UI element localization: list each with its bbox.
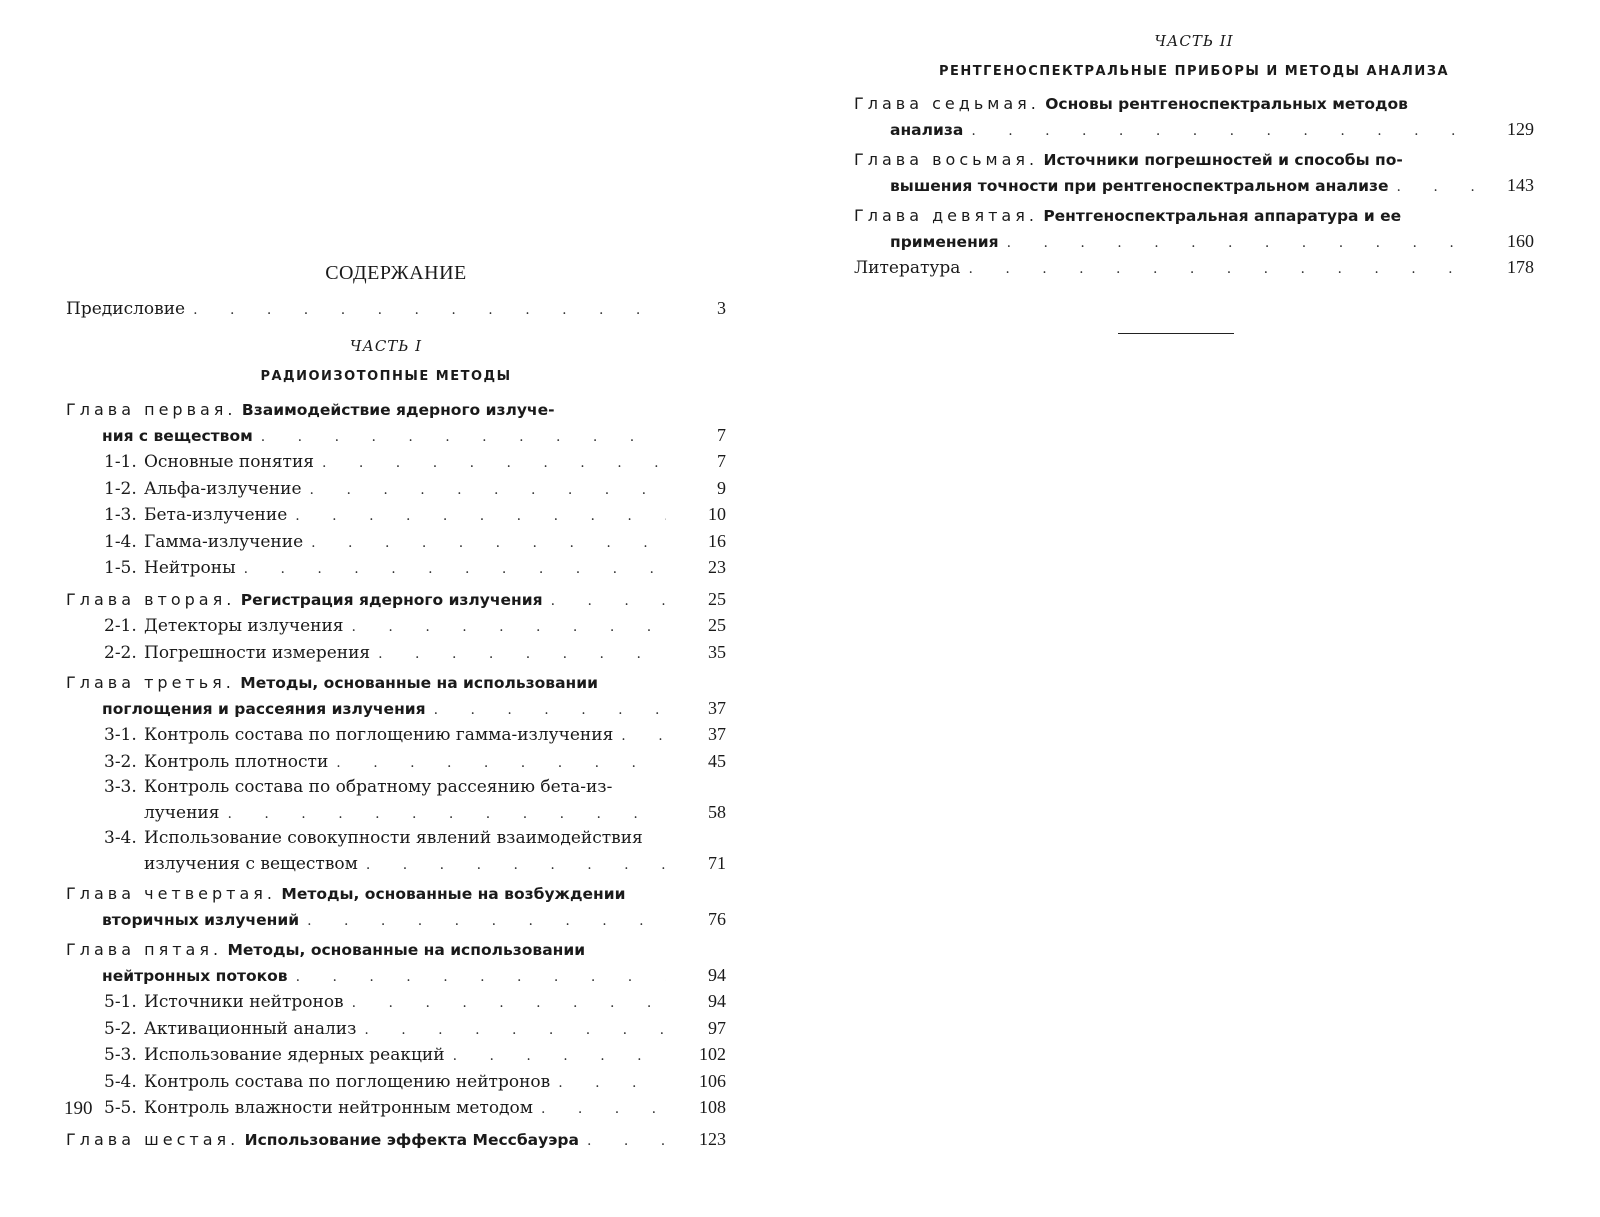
chapter-entry — [66, 671, 726, 722]
chapter-entry — [66, 1127, 726, 1154]
section-title: Детекторы излучения — [144, 616, 344, 636]
chapter-title: применения — [890, 232, 999, 251]
section-title: Источники нейтронов — [144, 992, 344, 1012]
page-number: 25 — [708, 588, 726, 609]
section-entry — [66, 555, 726, 582]
page-number: 108 — [699, 1097, 726, 1117]
chapter-label: Глава пятая. — [66, 940, 223, 959]
section-entry — [66, 826, 726, 877]
chapter-entry — [854, 148, 1534, 199]
part-label: ЧАСТЬ I — [349, 337, 423, 355]
section-number: 5-5. — [104, 1098, 137, 1118]
page-number: 71 — [708, 852, 726, 873]
bibliography-label: Литература — [854, 258, 961, 278]
page-number: 45 — [708, 750, 726, 771]
page-number: 178 — [1507, 257, 1534, 277]
section-title: Нейтроны — [144, 558, 236, 578]
section-title: Использование совокупности явлений взаимодействия — [144, 828, 643, 848]
section-entry — [66, 1042, 726, 1069]
chapter-entry — [854, 92, 1534, 143]
section-title: Использование ядерных реакций — [144, 1045, 445, 1065]
chapter-title: Использование эффекта Мессбауэра — [244, 1130, 579, 1149]
chapter-title: Взаимодействие ядерного излуче- — [241, 401, 555, 419]
right-page — [800, 0, 1600, 1217]
section-title: лучения — [144, 802, 220, 823]
preface-label: Предисловие — [66, 299, 186, 319]
chapter-label: Глава первая. — [66, 400, 237, 419]
section-title: Погрешности измерения — [144, 642, 371, 663]
section-number: 5-2. — [104, 1018, 137, 1039]
section-entry — [66, 613, 726, 640]
chapter-entry — [66, 938, 726, 989]
chapter-label: Глава вторая. — [66, 589, 236, 609]
section-entry — [66, 502, 726, 529]
section-entry — [66, 989, 726, 1016]
page-number: 9 — [717, 477, 726, 498]
section-entry — [66, 1095, 726, 1122]
chapter-title: Методы, основанные на использовании — [227, 941, 586, 959]
section-title: излучения с веществом — [144, 853, 358, 874]
page-number: 94 — [708, 991, 726, 1011]
page-number: 7 — [717, 424, 726, 445]
chapter-entry — [854, 204, 1534, 255]
bibliography-entry — [854, 255, 1534, 282]
page-number: 37 — [708, 697, 726, 718]
section-title: Гамма-излучение — [144, 531, 304, 552]
chapter-entry — [66, 587, 726, 614]
section-number: 1-1. — [104, 452, 137, 472]
section-title: Основные понятия — [144, 452, 314, 472]
page-number: 106 — [699, 1070, 726, 1091]
section-number: 5-1. — [104, 992, 137, 1012]
chapter-title: Методы, основанные на использовании — [240, 674, 598, 692]
page-number: 129 — [1507, 118, 1534, 139]
preface-entry — [66, 296, 726, 323]
chapter-label: Глава восьмая. — [854, 150, 1039, 169]
section-title: Контроль состава по поглощению гамма-излучения — [144, 725, 614, 745]
page-folio: 190 — [64, 1098, 93, 1119]
page-number: 97 — [708, 1017, 726, 1038]
section-title: Контроль состава по обратному рассеянию бета-из- — [144, 777, 613, 797]
page-number: 25 — [708, 615, 726, 635]
contents-title: СОДЕРЖАНИЕ — [325, 262, 467, 284]
page-number: 3 — [717, 298, 726, 318]
chapter-title: Рентгеноспектральная аппаратура и ее — [1043, 207, 1402, 225]
chapter-title: анализа — [890, 120, 964, 139]
chapter-title: ния с веществом — [102, 426, 253, 445]
page-number: 16 — [708, 530, 726, 551]
chapter-list — [66, 398, 726, 1153]
chapter-label: Глава третья. — [66, 673, 235, 692]
section-entry — [66, 449, 726, 476]
page-number: 123 — [699, 1128, 726, 1149]
section-number: 3-1. — [104, 725, 137, 745]
section-title: Бета-излучение — [144, 505, 288, 525]
chapter-title: нейтронных потоков — [102, 966, 288, 985]
section-entry — [66, 1069, 726, 1096]
chapter-label: Глава четвертая. — [66, 884, 276, 903]
section-title: Контроль состава по поглощению нейтронов — [144, 1071, 551, 1092]
section-number: 2-2. — [104, 642, 137, 663]
section-entry — [66, 476, 726, 503]
section-title: Контроль плотности — [144, 751, 329, 772]
chapter-title: Регистрация ядерного излучения — [240, 590, 543, 609]
page-number: 7 — [717, 451, 726, 471]
contents-list — [66, 296, 726, 323]
chapter-label: Глава девятая. — [854, 206, 1038, 225]
section-title: Активационный анализ — [144, 1018, 357, 1039]
section-entry — [66, 529, 726, 556]
chapter-entry — [66, 882, 726, 933]
page-number: 35 — [708, 641, 726, 662]
part-label: ЧАСТЬ II — [1154, 32, 1234, 50]
end-rule — [1118, 333, 1234, 334]
section-entry — [66, 1016, 726, 1043]
section-number: 3-4. — [104, 828, 137, 848]
section-number: 3-2. — [104, 751, 137, 772]
section-entry — [66, 749, 726, 776]
chapter-title: Основы рентгеноспектральных методов — [1045, 95, 1408, 113]
page-number: 37 — [708, 724, 726, 744]
chapter-title: вторичных излучений — [102, 910, 300, 929]
chapter-entry — [66, 398, 726, 449]
chapter-title: Источники погрешностей и способы по- — [1043, 151, 1403, 169]
chapter-title: поглощения и рассеяния излучения — [102, 699, 426, 718]
section-number: 1-2. — [104, 478, 137, 499]
chapter-label: Глава шестая. — [66, 1129, 240, 1149]
chapter-title: вышения точности при рентгеноспектральном анализе — [890, 176, 1389, 195]
section-number: 1-5. — [104, 558, 137, 578]
chapter-title: Методы, основанные на возбуждении — [281, 885, 626, 903]
section-entry — [66, 775, 726, 826]
section-title: Контроль влажности нейтронным методом — [144, 1098, 533, 1118]
page-number: 160 — [1507, 230, 1534, 251]
page-number: 10 — [708, 504, 726, 524]
section-number: 5-4. — [104, 1071, 137, 1092]
section-entry — [66, 722, 726, 749]
section-number: 3-3. — [104, 777, 137, 797]
page-number: 102 — [699, 1044, 726, 1064]
part-title: РАДИОИЗОТОПНЫЕ МЕТОДЫ — [260, 369, 512, 384]
chapter-list — [854, 92, 1534, 282]
section-number: 1-4. — [104, 531, 137, 552]
section-number: 2-1. — [104, 616, 137, 636]
section-entry — [66, 640, 726, 667]
chapter-label: Глава седьмая. — [854, 94, 1040, 113]
section-number: 1-3. — [104, 505, 137, 525]
page-number: 143 — [1507, 174, 1534, 195]
part-title: РЕНТГЕНОСПЕКТРАЛЬНЫЕ ПРИБОРЫ И МЕТОДЫ АНАЛИЗА — [938, 64, 1450, 79]
section-number: 5-3. — [104, 1045, 137, 1065]
page-number: 23 — [708, 557, 726, 577]
page-number: 76 — [708, 908, 726, 929]
page-number: 94 — [708, 964, 726, 985]
page-number: 58 — [708, 801, 726, 822]
section-title: Альфа-излучение — [144, 478, 302, 499]
